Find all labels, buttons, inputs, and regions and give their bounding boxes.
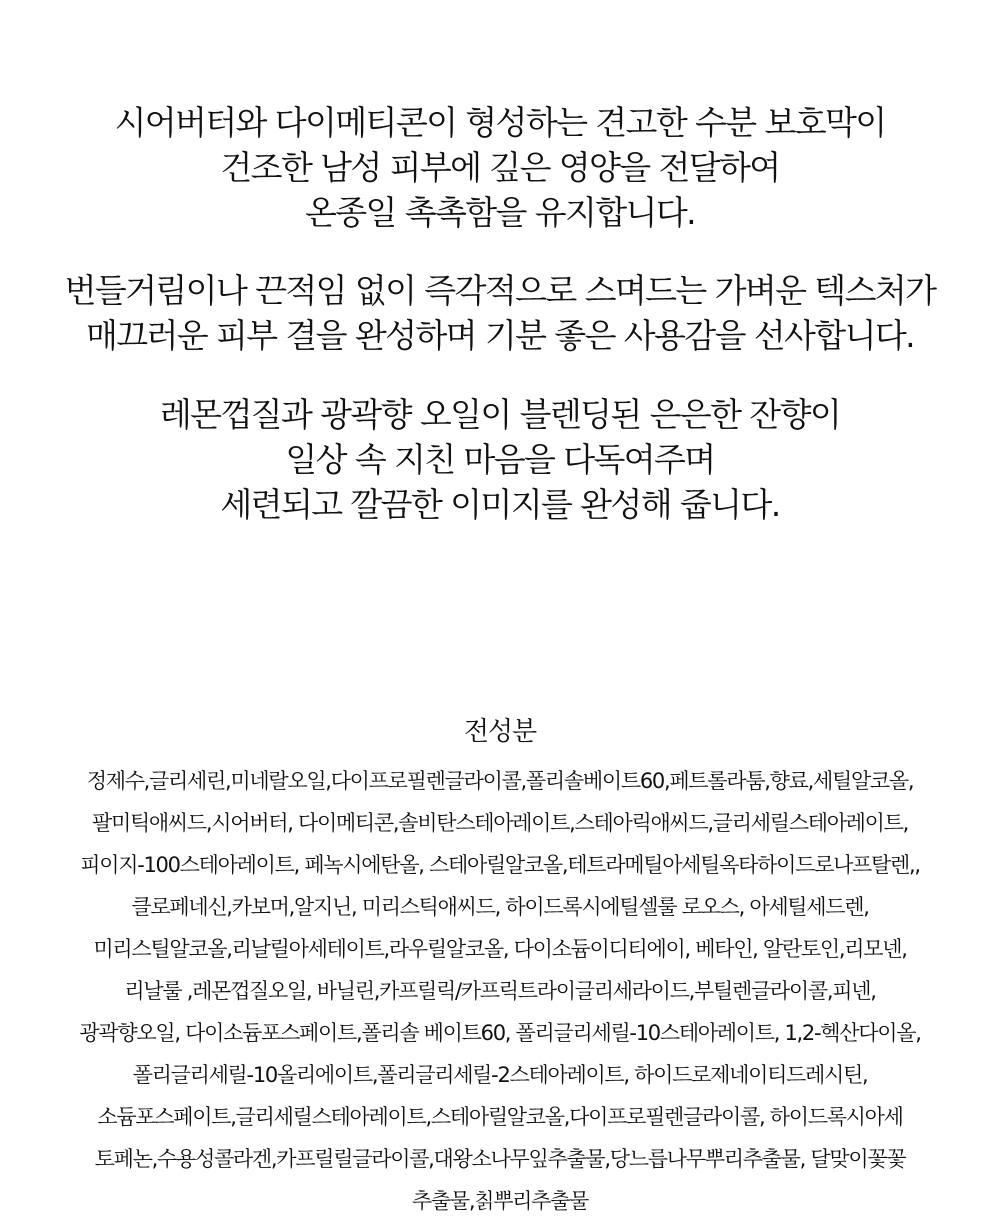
description-line: 매끄러운 피부 결을 완성하며 기분 좋은 사용감을 선사합니다. <box>85 316 915 355</box>
ingredients-line: 토페논,수용성콜라겐,카프릴릴글라이콜,대왕소나무잎추출물,당느릅나무뿌리추출물, 달맞이꽃꽃 <box>94 1147 906 1171</box>
ingredients-line: 정제수,글리세린,미네랄오일,다이프로필렌글라이콜,폴리솔베이트60,페트롤라툼,향료,세틸알코올, <box>86 769 914 793</box>
description-line: 번들거림이나 끈적임 없이 즉각적으로 스며드는 가벼운 텍스처가 <box>64 271 936 310</box>
description-line: 세련되고 깔끔한 이미지를 완성해 줍니다. <box>220 485 780 524</box>
description-line: 레몬껍질과 광곽향 오일이 블렌딩된 은은한 잔향이 <box>159 395 841 434</box>
ingredients-line: 팔미틱애씨드,시어버터, 다이메티콘,솔비탄스테아레이트,스테아릭애씨드,글리세릴스테아레이트, <box>91 811 909 835</box>
ingredients-list <box>0 760 1000 1222</box>
description-line: 일상 속 지친 마음을 다독여주며 <box>285 440 715 479</box>
description-paragraph-texture <box>0 268 1000 358</box>
ingredients-line: 미리스틸알코올,리날릴아세테이트,라우릴알코올, 다이소듐이디티에이, 베타인, 알란토인,리모넨, <box>93 937 907 961</box>
description-line: 온종일 촉촉함을 유지합니다. <box>304 193 695 232</box>
ingredients-line: 소듐포스페이트,글리세릴스테아레이트,스테아릴알코올,다이프로필렌글라이콜, 하이드록시아세 <box>97 1105 903 1129</box>
description-paragraph-scent <box>0 392 1000 527</box>
ingredients-line: 클로페네신,카보머,알지닌, 미리스틱애씨드, 하이드록시에틸셀룰 로오스, 아세틸세드렌, <box>131 895 869 919</box>
ingredients-line: 폴리글리세릴-10올리에이트,폴리글리세릴-2스테아레이트, 하이드로제네이티드레시틴, <box>132 1063 868 1087</box>
ingredients-line: 리날룰 ,레몬껍질오일, 바닐린,카프릴릭/카프릭트라이글리세라이드,부틸렌글라이콜,피넨, <box>124 979 876 1003</box>
description-line: 건조한 남성 피부에 깊은 영양을 전달하여 <box>220 148 780 187</box>
ingredients-line: 피이지-100스테아레이트, 페녹시에탄올, 스테아릴알코올,테트라메틸아세틸옥타하이드로나프탈렌,, <box>80 853 920 877</box>
description-paragraph-moisture <box>0 100 1000 235</box>
ingredients-title: 전성분 <box>463 717 537 747</box>
ingredients-line: 추출물,칡뿌리추출물 <box>411 1189 589 1213</box>
description-line: 시어버터와 다이메티콘이 형성하는 견고한 수분 보호막이 <box>114 103 886 142</box>
ingredients-line: 광곽향오일, 다이소듐포스페이트,폴리솔 베이트60, 폴리글리세릴-10스테아레이트, 1,2-헥산다이올, <box>79 1021 921 1045</box>
